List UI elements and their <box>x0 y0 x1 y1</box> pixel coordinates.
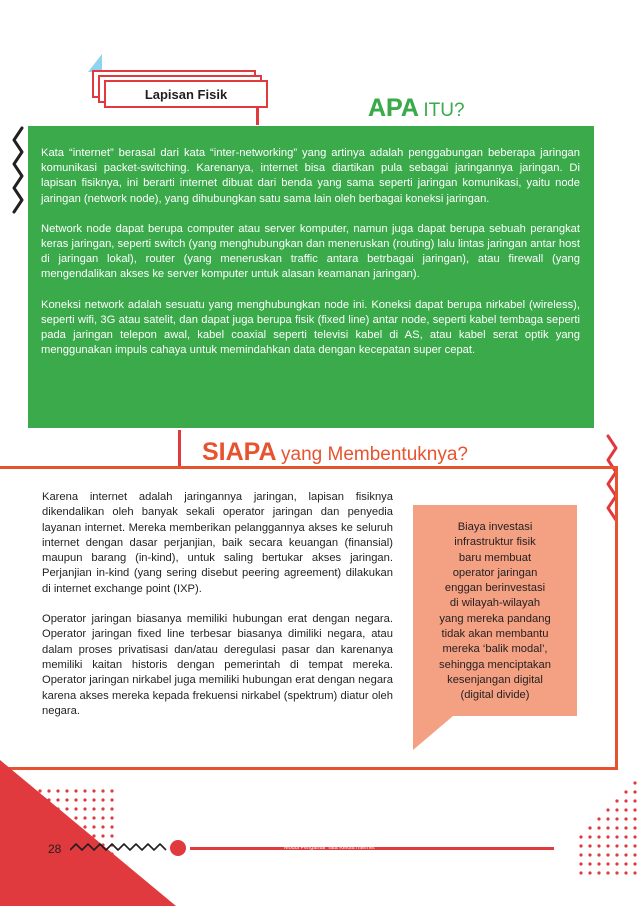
decor-dot <box>597 817 600 820</box>
section-heading-apa <box>368 94 465 123</box>
decor-dot <box>20 798 23 801</box>
decor-dot <box>20 789 23 792</box>
decor-dot <box>588 835 591 838</box>
heading-strong: SIAPA <box>202 438 277 466</box>
decor-dot <box>83 807 86 810</box>
decor-dot <box>579 844 582 847</box>
decor-dot <box>633 844 636 847</box>
decor-dot <box>83 834 86 837</box>
decor-dot <box>579 835 582 838</box>
decor-dot <box>624 790 627 793</box>
decor-dot <box>588 871 591 874</box>
callout-line: kesenjangan digital <box>447 673 543 686</box>
decor-dot <box>624 844 627 847</box>
decor-dot <box>110 825 113 828</box>
paragraph: Koneksi network adalah sesuatu yang menghubungkan node ini. Koneksi dapat berupa nirkabel (wireless), seperti wifi, 3G atau satelit, dan dapat juga berupa fisik (fixed line) antar node, seperti kabel tembaga seperti pada jaringan telepon awal, kabel coaxial seperti televisi kabel di AS, atau kabel serat optik yang menggunakan impuls cahaya untuk memindahkan data dengan kecepatan super cepat. <box>41 298 580 357</box>
decor-dot <box>56 816 59 819</box>
decor-dot <box>101 834 104 837</box>
callout-line: sehingga menciptakan <box>439 658 551 671</box>
decor-dot <box>47 789 50 792</box>
decor-dot <box>11 789 14 792</box>
heading-light: ITU? <box>423 100 465 121</box>
decor-dot <box>110 879 113 882</box>
decor-dot <box>597 853 600 856</box>
callout-box <box>413 505 577 716</box>
decor-dot <box>47 798 50 801</box>
decor-dot <box>29 807 32 810</box>
decor-dot <box>633 799 636 802</box>
decor-dot <box>38 798 41 801</box>
decor-dot <box>74 789 77 792</box>
callout-line: mereka ‘balik modal’, <box>442 643 548 656</box>
callout-line: infrastruktur fisik <box>454 536 536 549</box>
decor-dot <box>633 853 636 856</box>
divider-line <box>178 430 181 468</box>
decor-dot <box>92 834 95 837</box>
decor-dot <box>633 826 636 829</box>
dot-pattern-left <box>10 788 120 888</box>
decor-dot <box>83 825 86 828</box>
decor-dot <box>92 807 95 810</box>
decor-dot <box>29 789 32 792</box>
decor-dot <box>615 808 618 811</box>
decor-dot <box>65 807 68 810</box>
decor-dot <box>579 862 582 865</box>
decor-dot <box>615 835 618 838</box>
decor-dot <box>74 816 77 819</box>
decor-dot <box>56 807 59 810</box>
decor-dot <box>65 789 68 792</box>
paragraph: Operator jaringan biasanya memiliki hubungan erat dengan negara. Operator jaringan fixed line terbesar biasanya dimiliki negara, atau dalam proses privatisasi dan/atau deregulasi pasar dan karenanya memiliki kaitan historis dengan pemerintah di tempat mereka. Operator jaringan nirkabel juga memiliki hubungan erat dengan negara karena akses mereka kepada frekuensi nirkabel (spektrum) diatur oleh negara. <box>42 613 393 717</box>
decor-dot <box>606 844 609 847</box>
dot-pattern-right <box>578 780 638 880</box>
decor-dot <box>101 870 104 873</box>
footer-circle <box>170 840 186 856</box>
callout-line: operator jaringan <box>452 566 538 579</box>
decor-dot <box>615 862 618 865</box>
decor-dot <box>597 835 600 838</box>
decor-dot <box>38 789 41 792</box>
decor-dot <box>615 853 618 856</box>
decor-dot <box>65 834 68 837</box>
callout-line: Biaya investasi <box>457 521 533 533</box>
decor-dot <box>597 826 600 829</box>
decor-dot <box>624 817 627 820</box>
decor-dot <box>74 834 77 837</box>
decor-dot <box>624 862 627 865</box>
footer-zigzag <box>70 840 170 854</box>
decor-dot <box>606 835 609 838</box>
divider-line <box>256 107 259 125</box>
decor-dot <box>38 816 41 819</box>
decor-dot <box>633 835 636 838</box>
decor-dot <box>29 798 32 801</box>
callout-line: enggan berinvestasi <box>444 582 546 595</box>
green-content-panel <box>28 126 594 428</box>
decor-dot <box>65 825 68 828</box>
decor-dot <box>92 825 95 828</box>
decor-dot <box>110 870 113 873</box>
heading-light: yang Membentuknya? <box>281 444 468 465</box>
decor-dot <box>615 844 618 847</box>
decor-dot <box>633 790 636 793</box>
decor-dot <box>110 798 113 801</box>
decor-dot <box>56 789 59 792</box>
decor-dot <box>65 798 68 801</box>
decor-dot <box>83 816 86 819</box>
callout-line: tidak akan membantu <box>441 628 549 641</box>
decor-dot <box>56 825 59 828</box>
decor-dot <box>579 871 582 874</box>
decor-dot <box>101 789 104 792</box>
decor-dot <box>65 816 68 819</box>
paragraph: Karena internet adalah jaringannya jaringan, lapisan fisiknya dikendalikan oleh banyak sekali operator jaringan dan penyedia layanan internet. Mereka memberikan pelanggannya akses ke seluruh internet dengan dasar perjanjian, baik secara keuangan (finansial) maupun barang (in-kind), untuk saling bertukar akses jaringan. Perjanjian in-kind (yang sering disebut peering agreement) dilakukan di internet exchange point (IXP). <box>42 491 393 595</box>
callout-line: di wilayah-wilayah <box>449 597 541 610</box>
decor-dot <box>588 862 591 865</box>
decor-dot <box>606 871 609 874</box>
decor-dot <box>101 825 104 828</box>
callout-line: (digital divide) <box>460 689 530 702</box>
decor-dot <box>101 879 104 882</box>
page-number: 28 <box>48 842 62 856</box>
decor-dot <box>74 825 77 828</box>
decor-dot <box>633 781 636 784</box>
decor-dot <box>47 807 50 810</box>
decor-dot <box>110 789 113 792</box>
decor-dot <box>588 844 591 847</box>
decor-dot <box>624 826 627 829</box>
decor-dot <box>65 843 68 846</box>
callout-tail <box>413 716 453 750</box>
decor-dot <box>624 808 627 811</box>
decor-dot <box>615 871 618 874</box>
decor-dot <box>579 853 582 856</box>
decor-dot <box>101 861 104 864</box>
decor-dot <box>38 807 41 810</box>
decor-dot <box>633 871 636 874</box>
decor-dot <box>56 798 59 801</box>
callout-text <box>419 520 571 704</box>
decor-dot <box>606 817 609 820</box>
paragraph: Kata “internet” berasal dari kata “inter-networking” yang artinya adalah penggabungan beberapa jaringan komunikasi packet-switching. Karenanya, internet bisa diartikan pula sebagai jaringannya jaringan. Di lapisan fisiknya, ini berarti internet dibuat dari benda yang sama seperti jaringan komunikasi, yaitu node jaringan (network node), yang dihubungkan satu sama lain oleh berbagai koneksi jaringan. <box>41 147 580 205</box>
decor-dot <box>110 861 113 864</box>
decor-dot <box>92 798 95 801</box>
decor-dot <box>633 808 636 811</box>
decor-dot <box>47 816 50 819</box>
zigzag-left-decoration <box>8 126 28 216</box>
decor-dot <box>92 816 95 819</box>
decor-dot <box>597 844 600 847</box>
decor-dot <box>83 861 86 864</box>
decor-dot <box>74 798 77 801</box>
decor-dot <box>597 862 600 865</box>
decor-dot <box>110 834 113 837</box>
decor-dot <box>615 817 618 820</box>
decor-dot <box>92 789 95 792</box>
decor-dot <box>624 871 627 874</box>
orange-content-text <box>42 490 393 734</box>
decor-dot <box>606 862 609 865</box>
decor-dot <box>92 870 95 873</box>
decor-dot <box>110 807 113 810</box>
callout-line: baru membuat <box>458 551 532 564</box>
decor-dot <box>624 799 627 802</box>
decor-dot <box>588 826 591 829</box>
heading-strong: APA <box>368 94 419 122</box>
decor-dot <box>615 826 618 829</box>
decor-dot <box>83 798 86 801</box>
decor-dot <box>615 799 618 802</box>
decor-dot <box>101 816 104 819</box>
decor-dot <box>606 853 609 856</box>
decor-dot <box>597 871 600 874</box>
decor-dot <box>606 826 609 829</box>
decor-dot <box>633 817 636 820</box>
decor-dot <box>101 798 104 801</box>
section-tab-label: Lapisan Fisik <box>144 86 228 102</box>
callout-line: yang mereka pandang <box>439 612 551 625</box>
paragraph: Network node dapat berupa computer atau server komputer, namun juga dapat berupa sebuah perangkat keras jaringan, seperti switch (yang menghubungkan dan meneruskan (routing) lalu lintas jaringan antar host di jaringan lokal), router (yang meneruskan traffic antara betrbagai jaringan), atau firewall (yang mengendalikan akses ke server komputer untuk alasan keamanan jaringan). <box>41 222 580 281</box>
decor-dot <box>624 835 627 838</box>
decor-dot <box>633 862 636 865</box>
decor-dot <box>101 807 104 810</box>
decor-dot <box>110 816 113 819</box>
decor-dot <box>92 861 95 864</box>
decor-dot <box>56 834 59 837</box>
decor-dot <box>83 789 86 792</box>
decor-dot <box>606 808 609 811</box>
footer-title: Modul Pengantar Tata Kelola Internet <box>284 845 375 851</box>
decor-dot <box>74 807 77 810</box>
decor-dot <box>47 825 50 828</box>
decor-dot <box>588 853 591 856</box>
section-heading-siapa <box>202 438 468 467</box>
decor-dot <box>624 853 627 856</box>
